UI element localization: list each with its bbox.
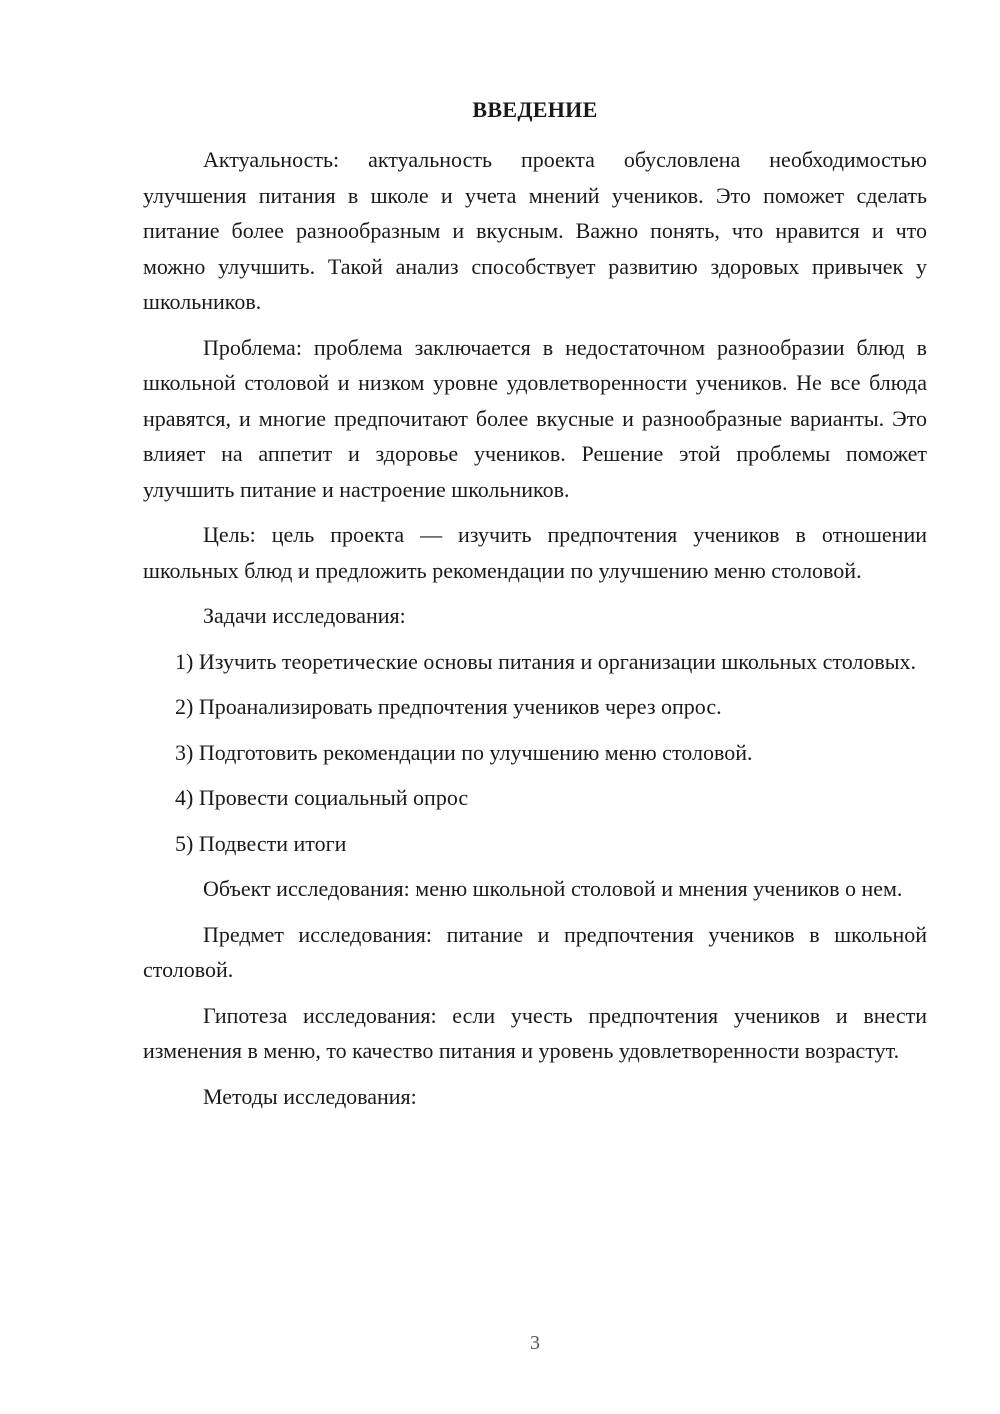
methods-heading: Методы исследования: (203, 1083, 417, 1109)
subject-paragraph: Предмет исследования: питание и предпочтения учеников в школьной столовой. (143, 921, 927, 982)
hypothesis-paragraph: Гипотеза исследования: если учесть предпочтения учеников и внести изменения в меню, то качество питания и уровень удовлетворенности возрастут. (143, 1002, 927, 1063)
task-item-4: 4) Провести социальный опрос (175, 785, 469, 810)
section-heading: ВВЕДЕНИЕ (472, 97, 598, 122)
problem-paragraph: Проблема: проблема заключается в недостаточном разнообразии блюд в школьной столовой и низком уровне удовлетворенности учеников. Не все блюда нравятся, и многие предпочитают более вкусные и разнообразные варианты. Это влияет на аппетит и здоровье учеников. Решение этой проблемы поможет улучшить питание и настроение школьников. (143, 334, 927, 502)
relevance-paragraph: Актуальность: актуальность проекта обусловлена необходимостью улучшения питания в школе и учета мнений учеников. Это поможет сделать питание более разнообразным и вкусным. Важно понять, что нравится и что можно улучшить. Такой анализ способствует развитию здоровых привычек у школьников. (143, 147, 927, 314)
object-paragraph: Объект исследования: меню школьной столовой и мнения учеников о нем. (203, 876, 903, 901)
page-number: 3 (530, 1332, 540, 1354)
task-item-2: 2) Проанализировать предпочтения учеников через опрос. (175, 694, 722, 719)
task-item-1: 1) Изучить теоретические основы питания и организации школьных столовых. (175, 648, 917, 674)
task-item-3: 3) Подготовить рекомендации по улучшению меню столовой. (175, 739, 753, 765)
task-item-5: 5) Подвести итоги (175, 830, 347, 856)
document-body (143, 142, 927, 1124)
tasks-heading: Задачи исследования: (203, 603, 406, 628)
goal-paragraph: Цель: цель проекта — изучить предпочтения учеников в отношении школьных блюд и предложить рекомендации по улучшению меню столовой. (143, 522, 927, 583)
